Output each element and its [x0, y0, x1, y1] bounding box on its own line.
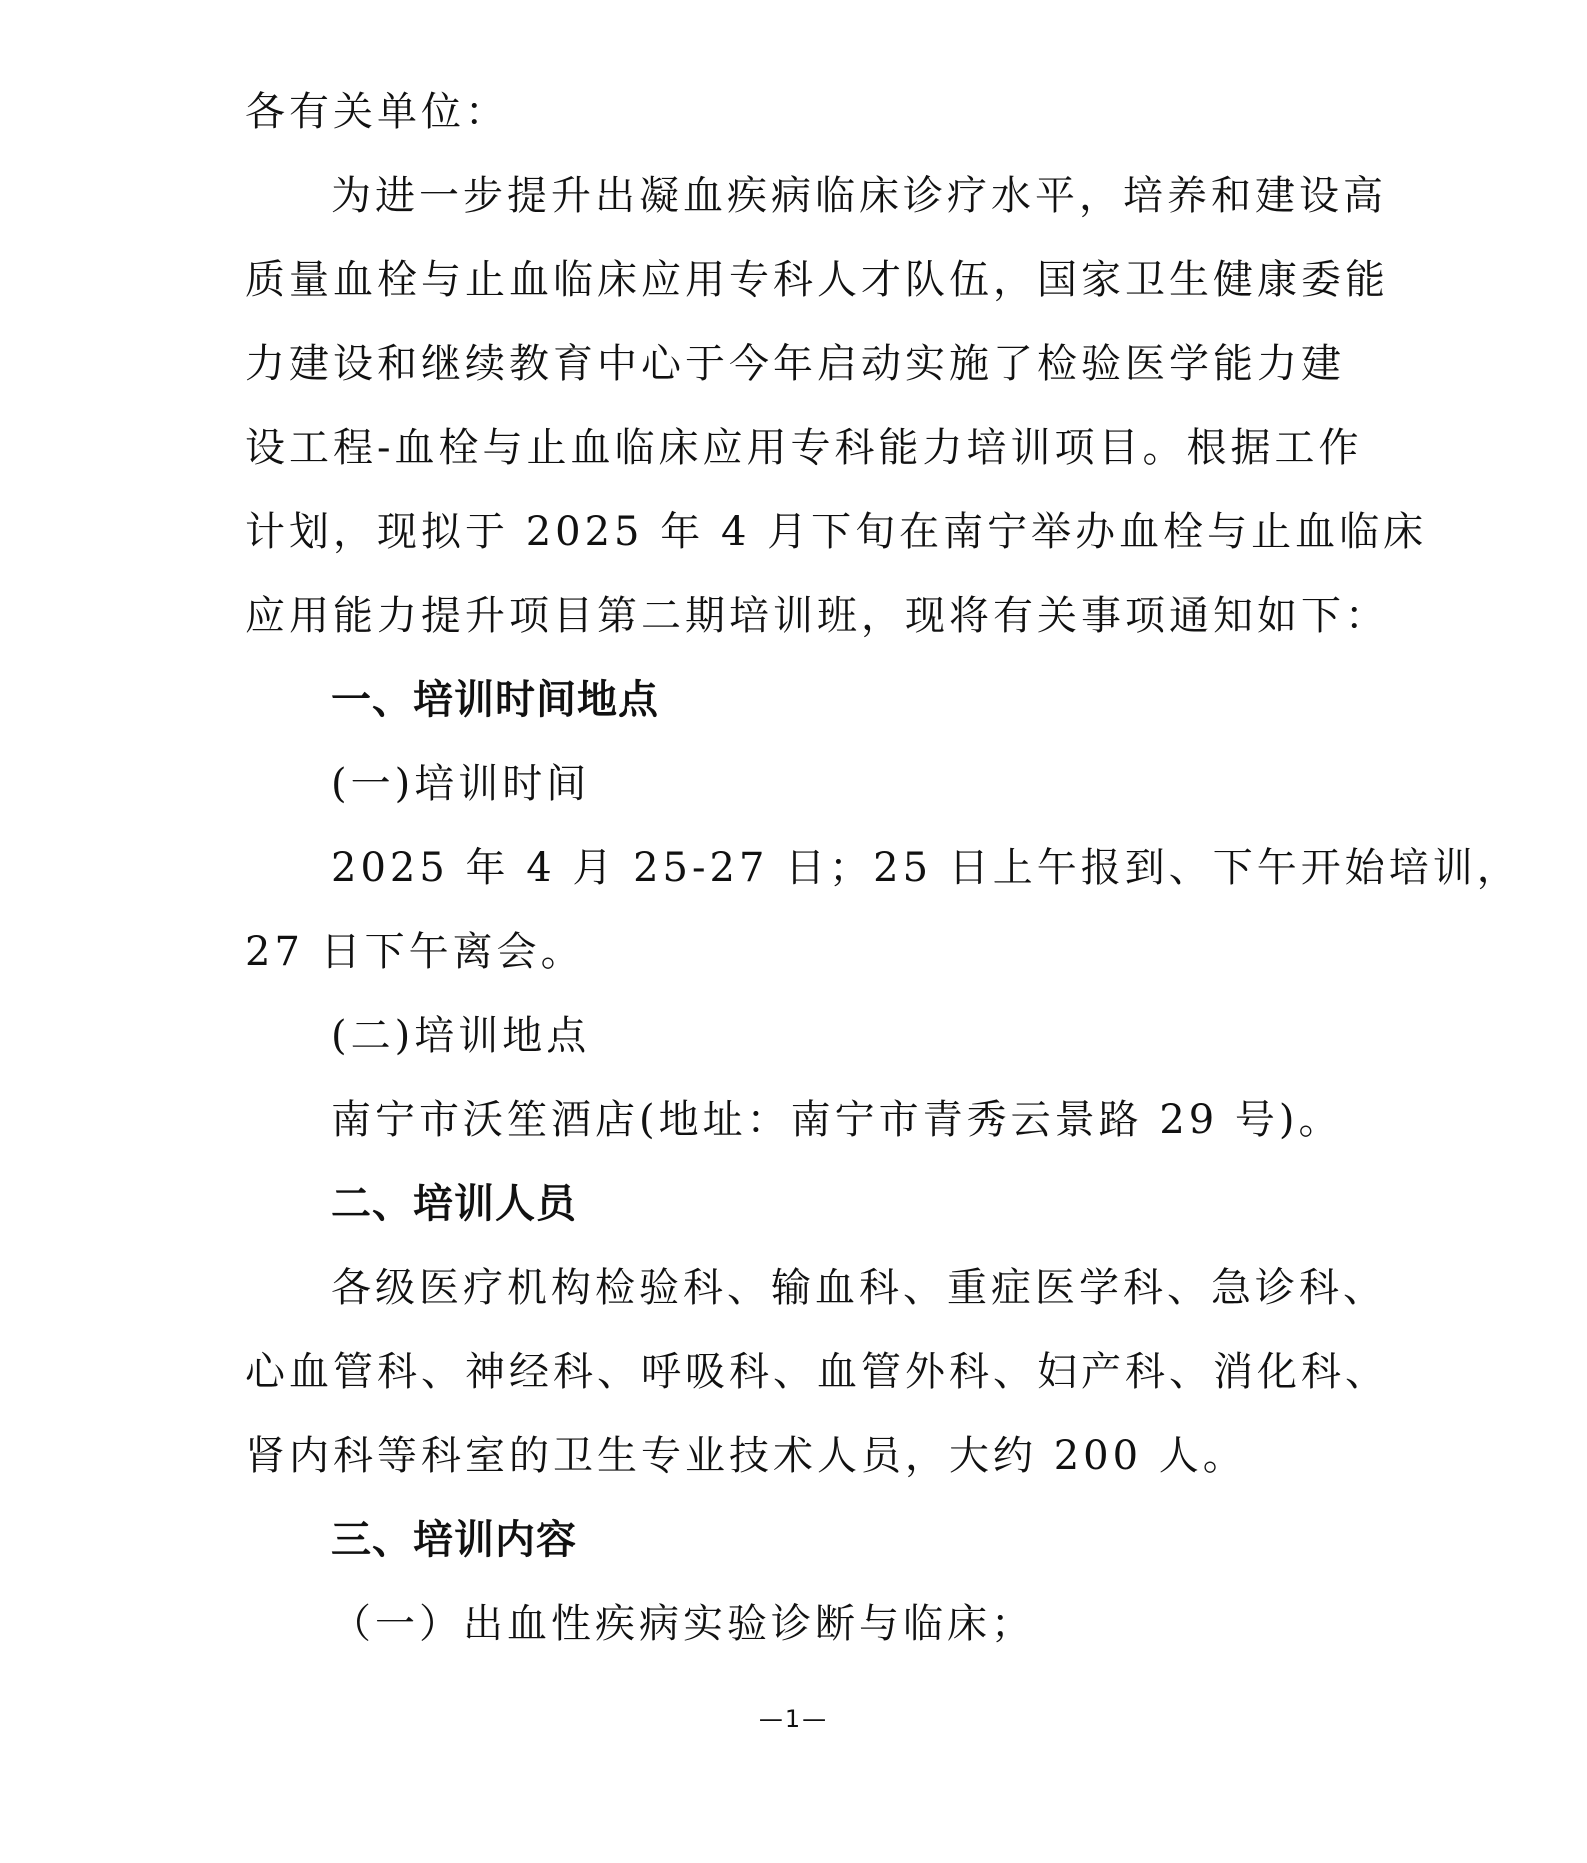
intro-line: 应用能力提升项目第二期培训班，现将有关事项通知如下： [245, 593, 1389, 639]
training-time-line: 2025 年 4 月 25-27 日；25 日上午报到、下午开始培训， [331, 845, 1521, 891]
participants-line: 肾内科等科室的卫生专业技术人员，大约 200 人。 [245, 1433, 1247, 1479]
training-time-line: 27 日下午离会。 [245, 929, 585, 975]
section-heading-content: 三、培训内容 [331, 1517, 577, 1563]
intro-line: 力建设和继续教育中心于今年启动实施了检验医学能力建 [245, 341, 1345, 387]
participants-line: 心血管科、神经科、呼吸科、血管外科、妇产科、消化科、 [245, 1349, 1389, 1395]
training-location-text: 南宁市沃笙酒店(地址：南宁市青秀云景路 29 号)。 [331, 1097, 1343, 1143]
page-number: —1— [758, 1705, 829, 1733]
intro-line: 设工程-血栓与止血临床应用专科能力培训项目。根据工作 [245, 425, 1363, 471]
section-heading-time-location: 一、培训时间地点 [331, 677, 659, 723]
participants-line: 各级医疗机构检验科、输血科、重症医学科、急诊科、 [331, 1265, 1387, 1311]
subsection-heading-location: (二)培训地点 [331, 1013, 591, 1059]
subsection-heading-time: (一)培训时间 [331, 761, 591, 807]
intro-line: 为进一步提升出凝血疾病临床诊疗水平，培养和建设高 [331, 173, 1387, 219]
content-item: （一）出血性疾病实验诊断与临床； [331, 1601, 1035, 1647]
section-heading-participants: 二、培训人员 [331, 1181, 577, 1227]
salutation: 各有关单位： [245, 89, 509, 135]
intro-line: 质量血栓与止血临床应用专科人才队伍，国家卫生健康委能 [245, 257, 1389, 303]
document-body [245, 70, 1521, 1666]
intro-line: 计划，现拟于 2025 年 4 月下旬在南宁举办血栓与止血临床 [245, 509, 1428, 555]
